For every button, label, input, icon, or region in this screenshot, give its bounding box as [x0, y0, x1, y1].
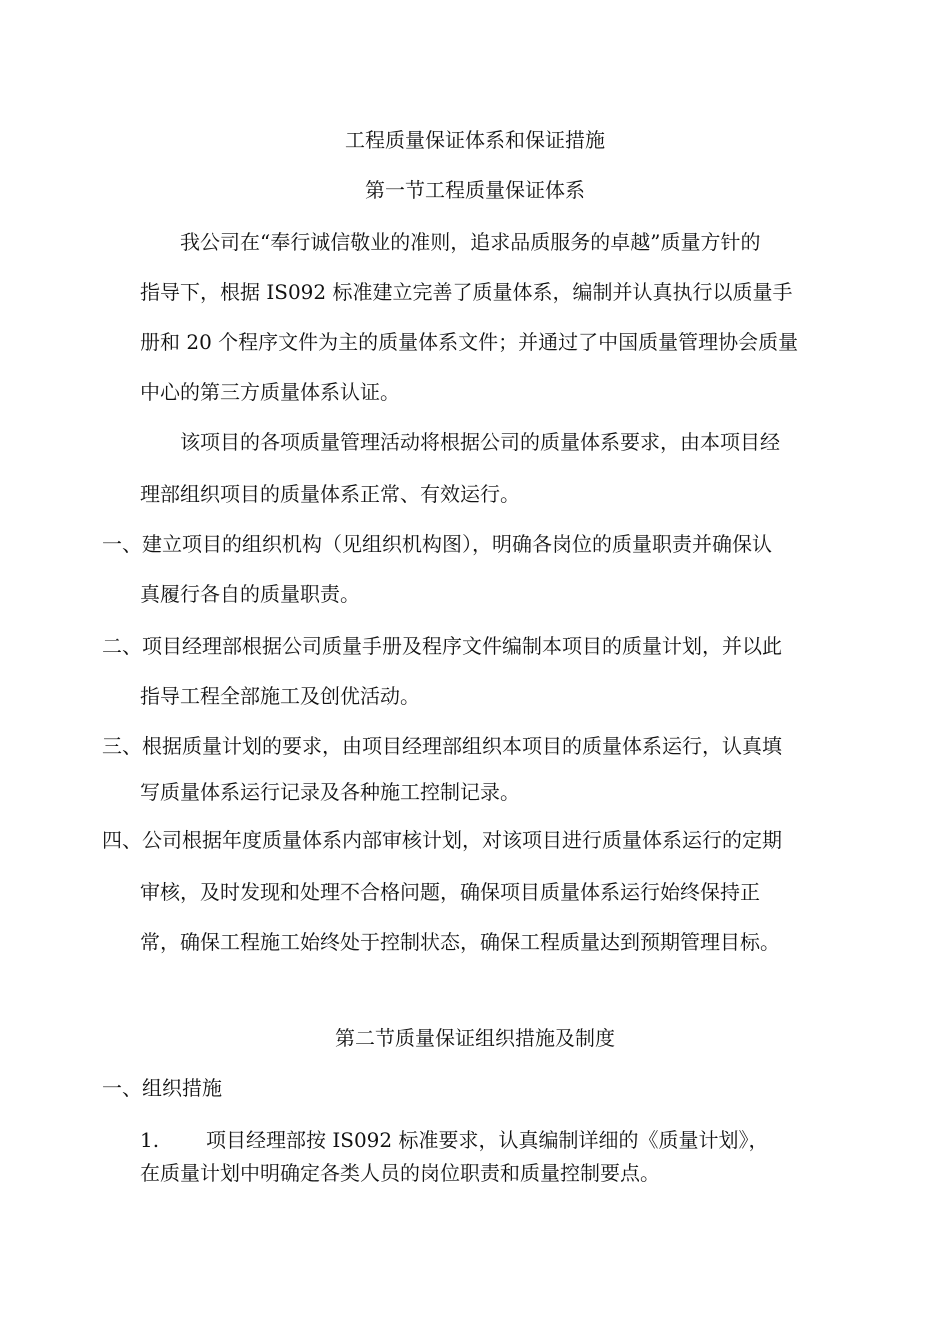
paragraph-line: 我公司在“奉行诚信敬业的准则，追求品质服务的卓越”质量方针的: [180, 230, 761, 254]
list-item-line: 常，确保工程施工始终处于控制状态，确保工程质量达到预期管理目标。: [140, 930, 780, 954]
list-item-line: 一、建立项目的组织机构（见组织机构图），明确各岗位的质量职责并确保认: [102, 532, 772, 556]
list-item-line: 二、项目经理部根据公司质量手册及程序文件编制本项目的质量计划，并以此: [102, 634, 782, 658]
list-item-line: 审核，及时发现和处理不合格问题，确保项目质量体系运行始终保持正: [140, 880, 760, 904]
list-item-line: 项目经理部按 IS092 标准要求，认真编制详细的《质量计划》，: [206, 1128, 769, 1152]
item-number: 1.: [140, 1128, 160, 1152]
list-item-line: 在质量计划中明确定各类人员的岗位职责和质量控制要点。: [140, 1161, 660, 1185]
paragraph-line: 中心的第三方质量体系认证。: [140, 380, 400, 404]
paragraph-line: 指导下，根据 IS092 标准建立完善了质量体系，编制并认真执行以质量手: [140, 280, 793, 304]
list-item-line: 指导工程全部施工及创优活动。: [140, 684, 420, 708]
list-item-line: 真履行各自的质量职责。: [140, 582, 360, 606]
list-item-line: 写质量体系运行记录及各种施工控制记录。: [140, 780, 520, 804]
section1-heading: 第一节工程质量保证体系: [365, 178, 585, 202]
list-item-line: 三、根据质量计划的要求，由项目经理部组织本项目的质量体系运行，认真填: [102, 734, 782, 758]
paragraph-line: 该项目的各项质量管理活动将根据公司的质量体系要求，由本项目经: [180, 430, 780, 454]
list-item-line: 四、公司根据年度质量体系内部审核计划，对该项目进行质量体系运行的定期: [102, 828, 782, 852]
paragraph-line: 册和 20 个程序文件为主的质量体系文件；并通过了中国质量管理协会质量: [140, 330, 799, 354]
section2-subheading: 一、组织措施: [102, 1076, 222, 1100]
paragraph-line: 理部组织项目的质量体系正常、有效运行。: [140, 482, 520, 506]
document-title: 工程质量保证体系和保证措施: [345, 128, 605, 152]
section2-heading: 第二节质量保证组织措施及制度: [335, 1026, 615, 1050]
